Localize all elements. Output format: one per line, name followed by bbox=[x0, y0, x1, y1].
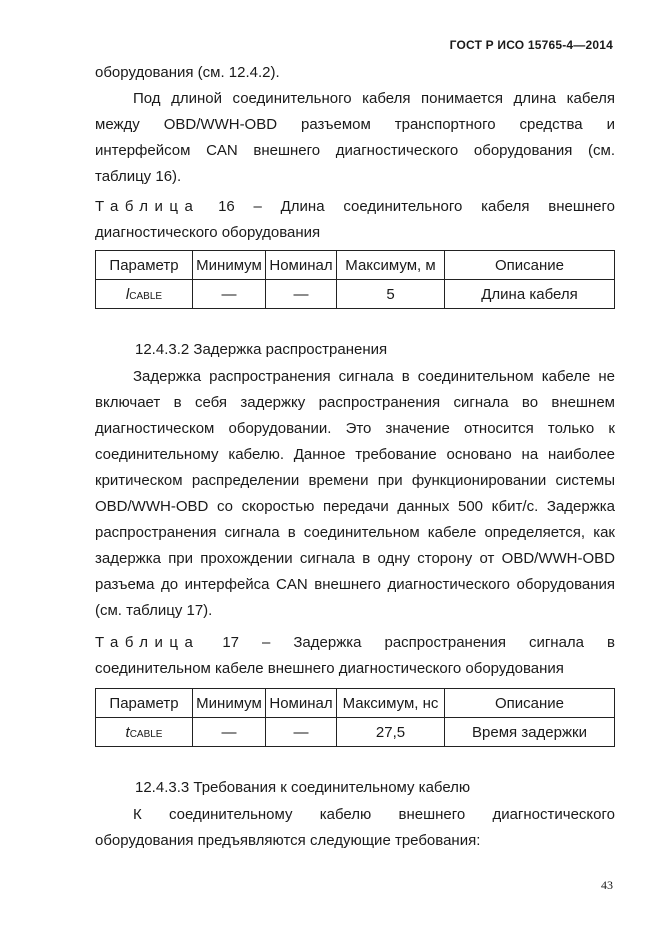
table-16-header-min: Минимум bbox=[193, 251, 266, 280]
table-16-max-cell: 5 bbox=[337, 280, 445, 309]
paragraph-continuation: оборудования (см. 12.4.2). bbox=[95, 64, 280, 81]
paragraph-propagation-delay: Задержка распространения сигнала в соединительном кабеле не включает в себя задержку распространения сигнала во внешнем диагностическом оборудовании. Это значение относится только к соединительному кабелю. Данное требование основано на наиболее критическом распределении времени при функционировании системы OBD/WWH-OBD со скоростью передачи данных 500 кбит/с. Задержка распространения сигнала в соединительном кабеле определяется, как задержка при прохождении сигнала в одну сторону от OBD/WWH-OBD разъема до интерфейса CAN внешнего диагностического оборудования (см. таблицу 17). bbox=[95, 368, 615, 619]
param-subscript: CABLE bbox=[129, 728, 163, 740]
table-17-caption-text: 17 – Задержка распространения сигнала в соединительном кабеле внешнего диагностического оборудования bbox=[95, 634, 615, 677]
table-17-desc-cell: Время задержки bbox=[445, 718, 615, 747]
table-16-caption bbox=[95, 194, 615, 246]
table-16-header-max: Максимум, м bbox=[337, 251, 445, 280]
section-heading-cable-requirements: 12.4.3.3 Требования к соединительному кабелю bbox=[135, 779, 471, 796]
table-16-min-cell: — bbox=[193, 280, 266, 309]
table-17-caption bbox=[95, 630, 615, 682]
table-16-header-param: Параметр bbox=[96, 251, 193, 280]
table-17-header-min: Минимум bbox=[193, 689, 266, 718]
table-17-param-cell bbox=[96, 718, 193, 747]
table-16-header-desc: Описание bbox=[445, 251, 615, 280]
table-16-desc-cell: Длина кабеля bbox=[445, 280, 615, 309]
table-16-nom-cell: — bbox=[266, 280, 337, 309]
table-16-header-nom: Номинал bbox=[266, 251, 337, 280]
page-number: 43 bbox=[601, 878, 613, 892]
document-header: ГОСТ Р ИСО 15765-4—2014 bbox=[449, 38, 613, 52]
table-17 bbox=[95, 688, 615, 747]
table-16 bbox=[95, 250, 615, 309]
table-row bbox=[96, 718, 615, 747]
param-symbol: t bbox=[125, 723, 130, 741]
table-16-header-row bbox=[96, 251, 615, 280]
table-17-header-desc: Описание bbox=[445, 689, 615, 718]
paragraph-cable-length: Под длиной соединительного кабеля понимается длина кабеля между OBD/WWH-OBD разъемом транспортного средства и интерфейсом CAN внешнего диагностического оборудования (см. таблицу 16). bbox=[95, 90, 615, 185]
table-17-min-cell: — bbox=[193, 718, 266, 747]
table-17-max-cell: 27,5 bbox=[337, 718, 445, 747]
table-16-caption-text: 16 – Длина соединительного кабеля внешнего диагностического оборудования bbox=[95, 198, 615, 241]
section-heading-propagation-delay: 12.4.3.2 Задержка распространения bbox=[135, 341, 388, 358]
table-17-caption-word: Таблица bbox=[95, 634, 200, 651]
paragraph-cable-requirements: К соединительному кабелю внешнего диагностического оборудования предъявляются следующие требования: bbox=[95, 806, 615, 849]
table-row bbox=[96, 280, 615, 309]
param-symbol: l bbox=[125, 285, 130, 303]
table-17-header-max: Максимум, нс bbox=[337, 689, 445, 718]
param-subscript: CABLE bbox=[129, 290, 163, 302]
table-17-nom-cell: — bbox=[266, 718, 337, 747]
table-16-caption-word: Таблица bbox=[95, 198, 200, 215]
table-17-header-nom: Номинал bbox=[266, 689, 337, 718]
table-17-header-param: Параметр bbox=[96, 689, 193, 718]
table-17-header-row bbox=[96, 689, 615, 718]
table-16-param-cell bbox=[96, 280, 193, 309]
